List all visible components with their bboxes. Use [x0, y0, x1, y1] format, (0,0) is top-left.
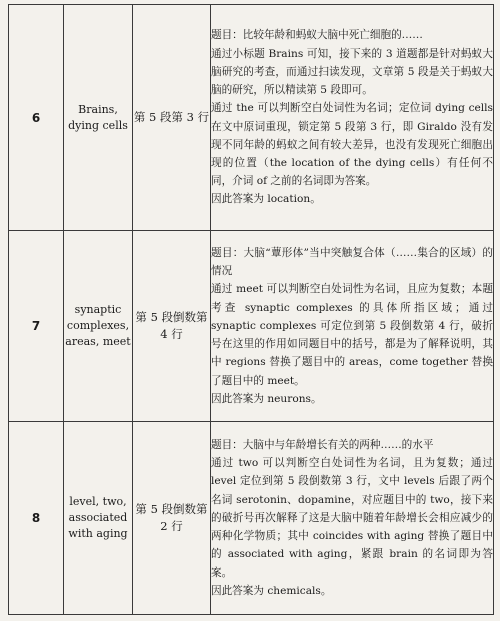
- analysis-paragraph: 因此答案为 location。: [211, 193, 321, 206]
- keyword-line: level, two,: [69, 495, 127, 508]
- analysis-paragraph: 因此答案为 neurons。: [211, 392, 322, 405]
- analysis-paragraph: 因此答案为 chemicals。: [211, 584, 332, 597]
- table-row: [9, 5, 494, 231]
- keyword-line: synaptic: [74, 303, 122, 316]
- location-cell: [133, 5, 211, 231]
- keyword-line: complexes,: [66, 319, 130, 332]
- keyword-cell: [64, 231, 133, 422]
- analysis-cell: [211, 422, 494, 615]
- keyword-line: areas, meet: [65, 335, 131, 348]
- location-line: 第 5 段倒数第: [135, 502, 208, 516]
- location-cell: [133, 231, 211, 422]
- keyword-cell: [64, 5, 133, 231]
- analysis-paragraph: 通过 the 可以判断空白处词性为名词；定位词 dying cells 在文中原词重现，锁定第 5 段第 3 行，即 Giraldo 没有发现不同年龄的蚂蚁之间有较大差异，也没有发现死亡细胞出现的位置（the location of the dying cells）有任何不同，介词 of 之前的名词即为答案。: [211, 102, 493, 188]
- question-number: 8: [9, 422, 64, 615]
- keyword-line: with aging: [68, 527, 128, 540]
- analysis-cell: [211, 5, 494, 231]
- location-line: 第 5 段第 3 行: [133, 110, 210, 124]
- keyword-line: Brains,: [78, 102, 118, 116]
- location-cell: [133, 422, 211, 615]
- analysis-paragraph: 通过小标题 Brains 可知，接下来的 3 道题都是针对蚂蚁大脑研究的考查，而通过扫读发现，文章第 5 段是关于蚂蚁大脑的研究，所以精读第 5 段即可。: [211, 47, 493, 97]
- keyword-line: dying cells: [68, 118, 128, 132]
- analysis-paragraph: 通过 two 可以判断空白处词性为名词，且为复数；通过 level 定位到第 5 段倒数第 3 行，文中 levels 后跟了两个名词 serotonin、dopamine，对应题目中的 two，接下来的破折号再次解释了这是大脑中随着年龄增长会相应减少的两种化学物质；其中 coincides with aging 替换了题目中的 associated with aging，紧跟 brain 的名词即为答案。: [211, 457, 493, 579]
- table-row: [9, 422, 494, 615]
- question-number: 6: [9, 5, 64, 231]
- table-row: [9, 231, 494, 422]
- location-line: 2 行: [160, 519, 183, 533]
- analysis-paragraph: 题目：大脑“蕈形体”当中突触复合体（……集合的区域）的情况: [211, 247, 493, 278]
- keyword-line: associated: [68, 511, 128, 524]
- answer-analysis-table: [8, 4, 494, 615]
- location-line: 4 行: [160, 327, 183, 341]
- location-line: 第 5 段倒数第: [135, 310, 208, 324]
- analysis-paragraph: 题目：比较年龄和蚂蚁大脑中死亡细胞的……: [211, 29, 423, 42]
- keyword-cell: [64, 422, 133, 615]
- analysis-cell: [211, 231, 494, 422]
- question-number: 7: [9, 231, 64, 422]
- analysis-paragraph: 通过 meet 可以判断空白处词性为名词，且应为复数；本题考查 synaptic complexes 的具体所指区域；通过 synaptic complexes 可定位到第 5 段倒数第 4 行，破折号在这里的作用如同题目中的括号，都是为了解释说明，其中 regions 替换了题目中的 areas，come together 替换了题目中的 meet。: [211, 283, 493, 387]
- analysis-paragraph: 题目：大脑中与年龄增长有关的两种……的水平: [211, 439, 434, 452]
